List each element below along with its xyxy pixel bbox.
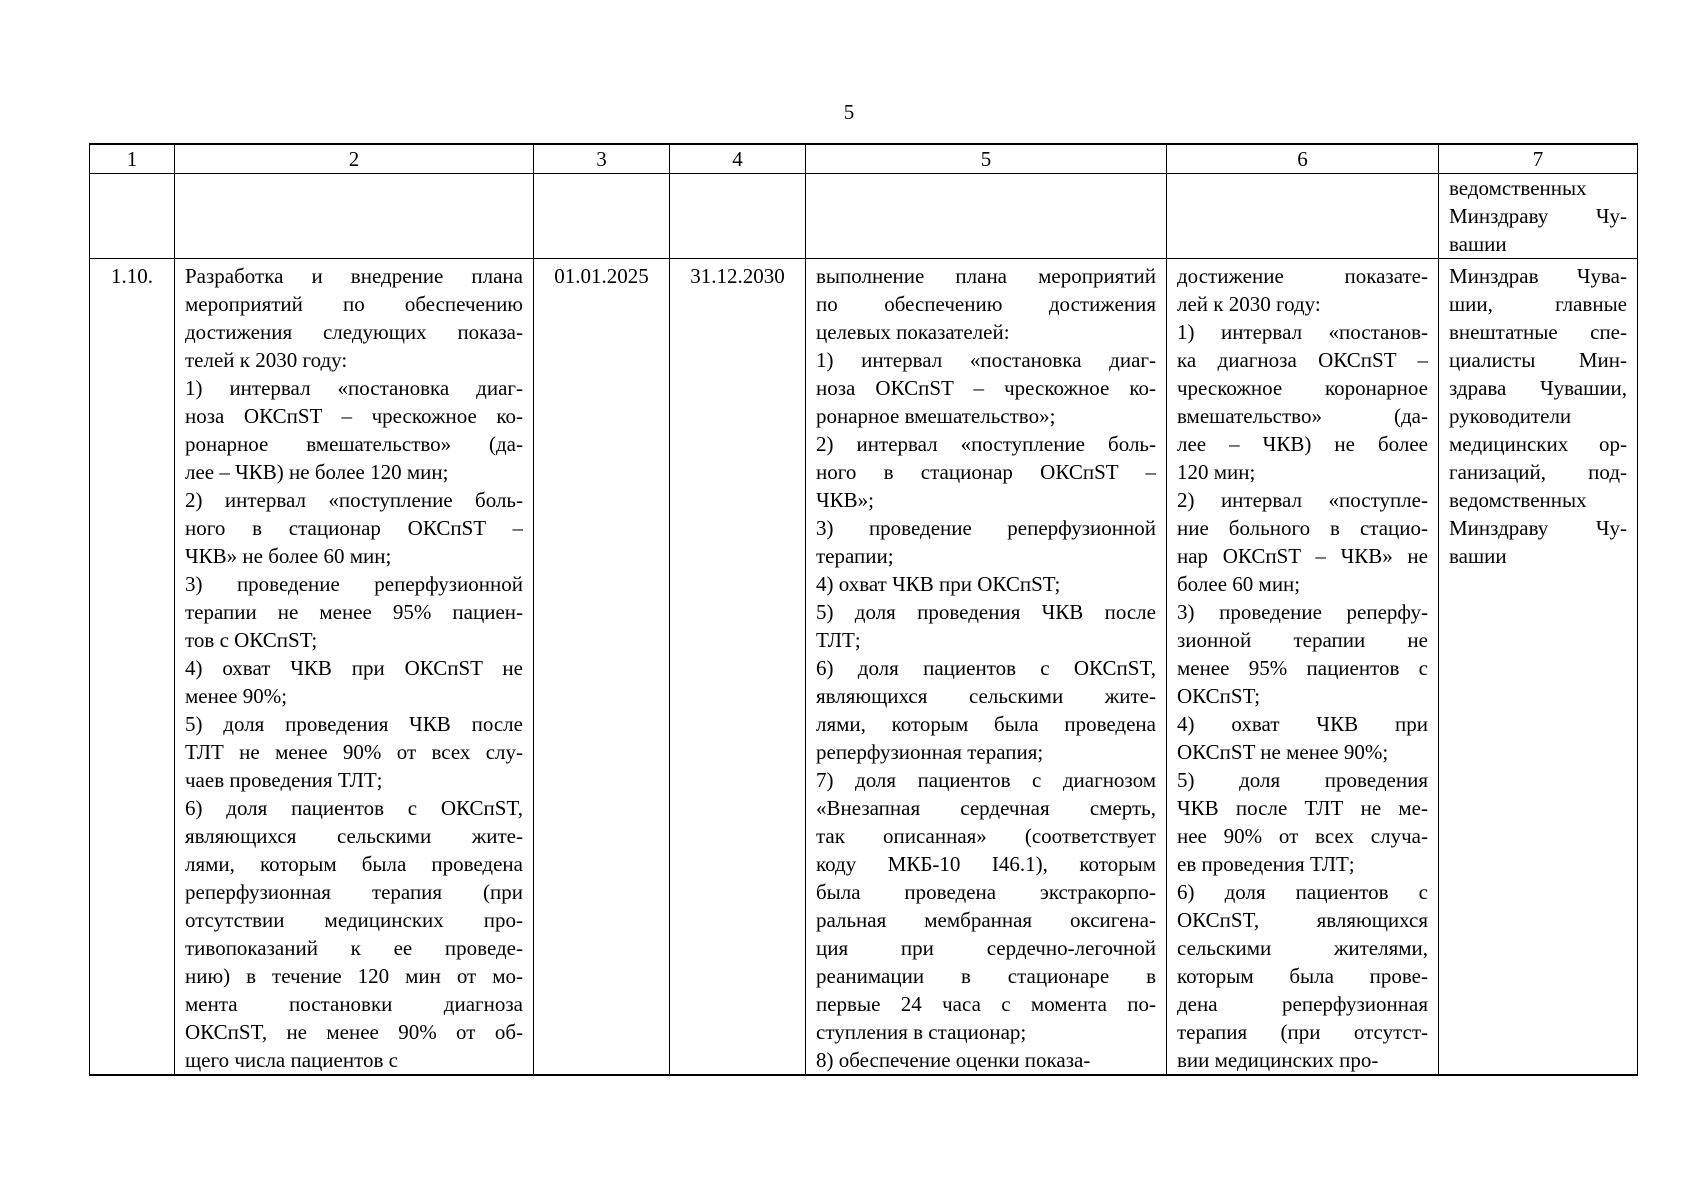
- text-line: лее – ЧКВ) не более 120 мин;: [185, 460, 449, 484]
- text-line: сельскими жителями,: [1177, 936, 1428, 960]
- expected-result-cell: [806, 259, 1167, 1076]
- text-line: шии, главные: [1449, 292, 1627, 316]
- text-line: 5) доля проведения: [1177, 768, 1428, 792]
- text-line: достижение показате-: [1177, 264, 1428, 288]
- text-line: ОКСпST, не менее 90% от об-: [185, 1020, 523, 1044]
- text-line: лями, которым была проведена: [816, 712, 1156, 736]
- text-line: отсутствии медицинских про-: [185, 908, 523, 932]
- text-line: ронарное вмешательство» (да-: [185, 432, 523, 456]
- text-line: ОКСпST не менее 90%;: [1177, 740, 1389, 764]
- text-line: 1) интервал «постановка диаг-: [816, 348, 1156, 372]
- text-line: терапии не менее 95% пациен-: [185, 600, 523, 624]
- text-line: ральная мембранная оксигена-: [816, 908, 1156, 932]
- text-line: вашии: [1449, 232, 1507, 256]
- text-line: ев проведения ТЛТ;: [1177, 852, 1355, 876]
- continuation-cell-4: [670, 174, 806, 259]
- text-line: 3) проведение реперфузионной: [185, 572, 523, 596]
- text-line: чрескожное коронарное: [1177, 376, 1428, 400]
- text-line: ние больного в стацио-: [1177, 516, 1428, 540]
- page-number: 5: [843, 100, 855, 124]
- text-line: являющихся сельскими жите-: [185, 824, 523, 848]
- text-line: вашии: [1449, 544, 1507, 568]
- continuation-row: [90, 174, 1638, 259]
- text-line: ведомственных: [1449, 488, 1587, 512]
- text-line: 3) проведение реперфузионной: [816, 516, 1156, 540]
- text-line: лями, которым была проведена: [185, 852, 523, 876]
- column-header-7: 7: [1439, 144, 1638, 174]
- text-line: менее 90%;: [185, 684, 288, 708]
- text-line: ного в стационар ОКСпST –: [816, 460, 1156, 484]
- start-date-cell: 01.01.2025: [534, 259, 670, 1076]
- column-number-header-row: [90, 144, 1638, 174]
- text-line: вмешательство» (да-: [1177, 404, 1428, 428]
- text-line: так описанная» (соответствует: [816, 824, 1156, 848]
- text-line: телей к 2030 году:: [185, 348, 348, 372]
- text-line: мента постановки диагноза: [185, 992, 523, 1016]
- text-line: 7) доля пациентов с диагнозом: [816, 768, 1156, 792]
- text-line: ступления в стационар;: [816, 1020, 1027, 1044]
- text-line: 120 мин;: [1177, 460, 1256, 484]
- text-line: ЧКВ после ТЛТ не ме-: [1177, 796, 1428, 820]
- text-line: 5) доля проведения ЧКВ после: [185, 712, 523, 736]
- text-line: ЧКВ» не более 60 мин;: [185, 544, 392, 568]
- text-line: была проведена экстракорпо-: [816, 880, 1156, 904]
- text-line: 6) доля пациентов с: [1177, 880, 1428, 904]
- measures-table: [89, 143, 1638, 1076]
- text-line: нее 90% от всех случа-: [1177, 824, 1428, 848]
- text-line: 1) интервал «постанов-: [1177, 320, 1428, 344]
- text-line: первые 24 часа с момента по-: [816, 992, 1156, 1016]
- continuation-cell-3: [534, 174, 670, 259]
- text-line: ТЛТ не менее 90% от всех слу-: [185, 740, 523, 764]
- text-line: Минздраву Чу-: [1449, 516, 1627, 540]
- text-line: Минздрав Чува-: [1449, 264, 1627, 288]
- text-line: дена реперфузионная: [1177, 992, 1428, 1016]
- text-line: ТЛТ;: [816, 628, 861, 652]
- text-line: реперфузионная терапия (при: [185, 880, 523, 904]
- text-line: реперфузионная терапия;: [816, 740, 1044, 764]
- text-line: 4) охват ЧКВ при ОКСпST;: [816, 572, 1061, 596]
- text-line: которым была прове-: [1177, 964, 1428, 988]
- text-line: 5) доля проведения ЧКВ после: [816, 600, 1156, 624]
- column-header-2: 2: [175, 144, 534, 174]
- text-line: чаев проведения ТЛТ;: [185, 768, 383, 792]
- measure-description-cell: [175, 259, 534, 1076]
- text-line: 4) охват ЧКВ при: [1177, 712, 1428, 736]
- text-line: 6) доля пациентов с ОКСпST,: [185, 796, 523, 820]
- text-line: достижения следующих показа-: [185, 320, 523, 344]
- text-line: ка диагноза ОКСпST –: [1177, 348, 1428, 372]
- end-date-cell: 31.12.2030: [670, 259, 806, 1076]
- column-header-6: 6: [1167, 144, 1439, 174]
- column-header-4: 4: [670, 144, 806, 174]
- text-line: 8) обеспечение оценки показа-: [816, 1048, 1091, 1072]
- text-line: ноза ОКСпST – чрескожное ко-: [185, 404, 523, 428]
- text-line: циалисты Мин-: [1449, 348, 1627, 372]
- text-line: щего числа пациентов с: [185, 1048, 398, 1072]
- text-line: лее – ЧКВ) не более: [1177, 432, 1428, 456]
- text-line: терапия (при отсутст-: [1177, 1020, 1428, 1044]
- text-line: здрава Чувашии,: [1449, 376, 1627, 400]
- table-row: [90, 259, 1638, 1076]
- text-line: 4) охват ЧКВ при ОКСпST не: [185, 656, 523, 680]
- row-number: 1.10.: [90, 259, 175, 1076]
- text-line: выполнение плана мероприятий: [816, 264, 1156, 288]
- text-line: ноза ОКСпST – чрескожное ко-: [816, 376, 1156, 400]
- text-line: более 60 мин;: [1177, 572, 1301, 596]
- text-line: ного в стационар ОКСпST –: [185, 516, 523, 540]
- text-line: зионной терапии не: [1177, 628, 1428, 652]
- text-line: по обеспечению достижения: [816, 292, 1156, 316]
- text-line: 3) проведение реперфу-: [1177, 600, 1428, 624]
- text-line: ронарное вмешательство»;: [816, 404, 1056, 428]
- text-line: 1) интервал «постановка диаг-: [185, 376, 523, 400]
- text-line: медицинских ор-: [1449, 432, 1627, 456]
- text-line: мероприятий по обеспечению: [185, 292, 523, 316]
- text-line: внештатные спе-: [1449, 320, 1627, 344]
- text-line: Минздраву Чу-: [1449, 204, 1627, 228]
- column-header-1: 1: [90, 144, 175, 174]
- text-line: тов с ОКСпST;: [185, 628, 318, 652]
- continuation-cell-1: [90, 174, 175, 259]
- continuation-cell-6: [1167, 174, 1439, 259]
- text-line: вии медицинских про-: [1177, 1048, 1379, 1072]
- text-line: нию) в течение 120 мин от мо-: [185, 964, 523, 988]
- continuation-cell-2: [175, 174, 534, 259]
- column-header-3: 3: [534, 144, 670, 174]
- text-line: 6) доля пациентов с ОКСпST,: [816, 656, 1156, 680]
- text-line: руководители: [1449, 404, 1572, 428]
- target-indicators-cell: [1167, 259, 1439, 1076]
- text-line: терапии;: [816, 544, 894, 568]
- text-line: 2) интервал «поступление боль-: [816, 432, 1156, 456]
- text-line: ганизаций, под-: [1449, 460, 1627, 484]
- text-line: нар ОКСпST – ЧКВ» не: [1177, 544, 1428, 568]
- continuation-responsible-cell: [1439, 174, 1638, 259]
- text-line: «Внезапная сердечная смерть,: [816, 796, 1156, 820]
- text-line: менее 95% пациентов с: [1177, 656, 1428, 680]
- text-line: коду МКБ-10 I46.1), которым: [816, 852, 1156, 876]
- text-line: ОКСпST, являющихся: [1177, 908, 1428, 932]
- continuation-cell-5: [806, 174, 1167, 259]
- responsible-executors-cell: [1439, 259, 1638, 1076]
- text-line: тивопоказаний к ее проведе-: [185, 936, 523, 960]
- text-line: 2) интервал «поступление боль-: [185, 488, 523, 512]
- text-line: являющихся сельскими жите-: [816, 684, 1156, 708]
- text-line: ция при сердечно-легочной: [816, 936, 1156, 960]
- text-line: Разработка и внедрение плана: [185, 264, 523, 288]
- text-line: лей к 2030 году:: [1177, 292, 1321, 316]
- text-line: ОКСпST;: [1177, 684, 1261, 708]
- column-header-5: 5: [806, 144, 1167, 174]
- text-line: ведомственных: [1449, 176, 1587, 200]
- text-line: ЧКВ»;: [816, 488, 874, 512]
- text-line: реанимации в стационаре в: [816, 964, 1156, 988]
- text-line: 2) интервал «поступле-: [1177, 488, 1428, 512]
- text-line: целевых показателей:: [816, 320, 1010, 344]
